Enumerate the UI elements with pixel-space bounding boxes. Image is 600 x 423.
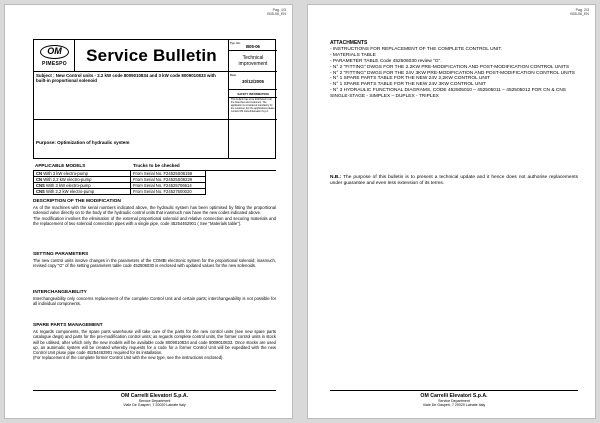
safety-information-heading: SAFETY INFORMATION (229, 90, 277, 98)
doc-code: B05-06_EN (570, 12, 589, 17)
nota-bene-text: The purpose of this bulletin is to present a technical update and it hence does not authorise replacements under guarantee and even less extension of its terms. (330, 175, 578, 186)
section-heading: SPARE PARTS MANAGEMENT (33, 323, 103, 328)
page-2 (307, 4, 596, 419)
column-header-trucks: Trucks to be checked (133, 163, 180, 168)
section-paragraph: Interchangeability only concerns replacement of the complete Control Unit and certain parts; interchangeability is not possible for all individual components. (33, 296, 276, 307)
section-heading: DESCRIPTION OF THE MODIFICATION (33, 199, 121, 204)
attachments-section (330, 41, 578, 100)
bulletin-date-label: Date (230, 72, 237, 77)
title-cell (75, 40, 228, 72)
bulletin-code-value: B05-06 (246, 44, 260, 49)
page-number-block (570, 8, 589, 16)
section-setting-parameters (33, 252, 276, 269)
company-logo (34, 40, 75, 72)
section-interchangeability (33, 290, 276, 307)
footer-address: Viale De Gasperi, 7 20020 Lainate Italy (422, 403, 486, 408)
applicable-models-table (33, 163, 276, 195)
section-paragraph: The modification involves the elimination of the external proportional solenoid and relative connection and securing materials and the replacement of two solenoid connection pipes with a single pipe, code 45254462901 ( See "Materials table"). (33, 215, 276, 226)
bulletin-purpose: Purpose: Optimization of hydraulic system (36, 140, 130, 145)
table-header (33, 163, 276, 171)
section-paragraph: (For replacement of the complete former Control Unit with the new type, see the instructions enclosed). (33, 355, 224, 361)
section-heading: SETTING PARAMETERS (33, 252, 89, 257)
list-item: - N° 1 SPARE PARTS TABLE FOR THE NEW 24V 2,2KW CONTROL UNIT (330, 76, 491, 82)
doc-code: B05-06_EN (267, 12, 286, 17)
footer-company: OM Carrelli Elevatori S.p.A. (420, 393, 488, 399)
footer-department: Service Department (138, 399, 171, 403)
list-item: - N° 1 SPARE PARTS TABLE FOR THE NEW 24V 3KW CONTROL UNIT (330, 82, 487, 88)
model-cell: CN With 2,2 kW electro-pump (33, 177, 131, 183)
divider (34, 119, 228, 120)
page-number-block (267, 8, 286, 16)
page-title: Service Bulletin (86, 45, 217, 65)
bulletin-type: Technical improvement (229, 51, 277, 72)
bulletin-header (33, 39, 276, 159)
model-cell: CNS With 3 kW electro-pump (33, 183, 131, 189)
page-footer (33, 390, 276, 407)
list-item: - N° 3 HYDRAULIC FUNCTIONAL DIAGRAMS, CODE 452505010 – 452505011 – 452505012 FOR CN & CNS SINGLE-STAGE - SIMPLEX – DUPLEX - TRIPLEX (330, 88, 566, 100)
list-item: - PARAMETER TABLE Code 452506030 review "G". (330, 58, 442, 64)
page-number: Pag. 2/3 (575, 8, 589, 12)
bulletin-info-column (228, 40, 276, 159)
list-item: - INSTRUCTIONS FOR REPLACEMENT OF THE COMPLETE CONTROL UNIT. (330, 46, 503, 52)
model-cell: CN With 3 kW electro-pump (33, 171, 131, 177)
footer-department: Service Department (438, 399, 470, 403)
footer-address: Viale De Gasperi, 7 20020 Lainate Italy (123, 403, 186, 408)
footer-company: OM Carrelli Elevatori S.p.A. (120, 393, 189, 399)
bulletin-date (229, 72, 277, 90)
nota-bene (330, 175, 578, 187)
page-footer (330, 390, 578, 407)
section-description (33, 199, 276, 226)
bulletin-subject: Subject : New Control units - 2.2 kW code 8009010834 and 3 kW code 8009010833 with built-in proportional solenoid (36, 73, 216, 83)
logo-name: PIMESPO (42, 61, 67, 67)
list-item: - N° 2 "FITTING" DWGS FOR THE 24V 3KW PRE-MODIFICATION AND POST-MODIFICATION CONTROL UNITS (330, 70, 576, 76)
serial-cell: From Serial No. F24525S06158 (131, 171, 206, 177)
attachments-heading: ATTACHMENTS (330, 40, 368, 46)
section-paragraph: The new control units involve changes in the parameters of the COMBI electronic system for the proportional solenoid; inasmuch, revised copy "G" of the setting parameters table code 452506030 is enclosed with updated values for the new solenoids. (33, 258, 276, 269)
table-row (33, 189, 276, 195)
serial-cell: From Serial No. F24527500020 (131, 189, 206, 195)
serial-cell: From Serial No. F24525S06229 (131, 177, 206, 183)
section-paragraph: As of the machines with the serial numbers indicated above, the hydraulic system has been optimised by fitting the proportional solenoid valve directly on to the body of the hydraulic control units that inasmuch now have the new codes indicated above. (33, 205, 276, 216)
nota-bene-label: N.B.: (330, 175, 342, 180)
model-cell: CNS With 2,2 kW electro-pump (33, 189, 131, 195)
bulletin-date-value: 30/12/2005 (242, 79, 264, 84)
section-spare-parts (33, 323, 276, 361)
list-item: - MATERIALS TABLE (330, 52, 376, 58)
logo-mark: OM (40, 45, 69, 59)
section-paragraph: As regards components, the spare parts warehouse will take care of the parts for the new control units (see new spare parts catalogue dwgs) and parts for the pre-modification control units; as regards complete control units, the former control units in stock will be utilised, after which only the new models will be available code 8009010834 and code 8009010833. Once stocks are used up, an automatic system will be created whereby requests for a code for a former Control Unit will be expedited with the new Control Unit pluse pipe code 45254462901 required for its installation. (33, 329, 276, 356)
column-header-models: APPLICABLE MODELS (35, 163, 86, 168)
page-1 (4, 4, 293, 419)
page-number: Pag. 1/3 (272, 8, 286, 12)
bulletin-code-label: Typ. No. (230, 40, 241, 45)
bulletin-code (229, 40, 277, 51)
serial-cell: From Serial No. F24525706614 (131, 183, 206, 189)
list-item: - N° 2 "FITTING" DWGS FOR THE 2.2KW PRE-MODIFICATION AND POST-MODIFICATION CONTROL UNITS (330, 64, 570, 70)
section-heading: INTERCHANGEABILITY (33, 290, 87, 295)
safety-note: This bulletin has to be distributed to all the branches and customers. The application is considered mandatory for the customer. For the applications please contact OM Carrelli Elevatori S.p.A. (229, 98, 277, 120)
